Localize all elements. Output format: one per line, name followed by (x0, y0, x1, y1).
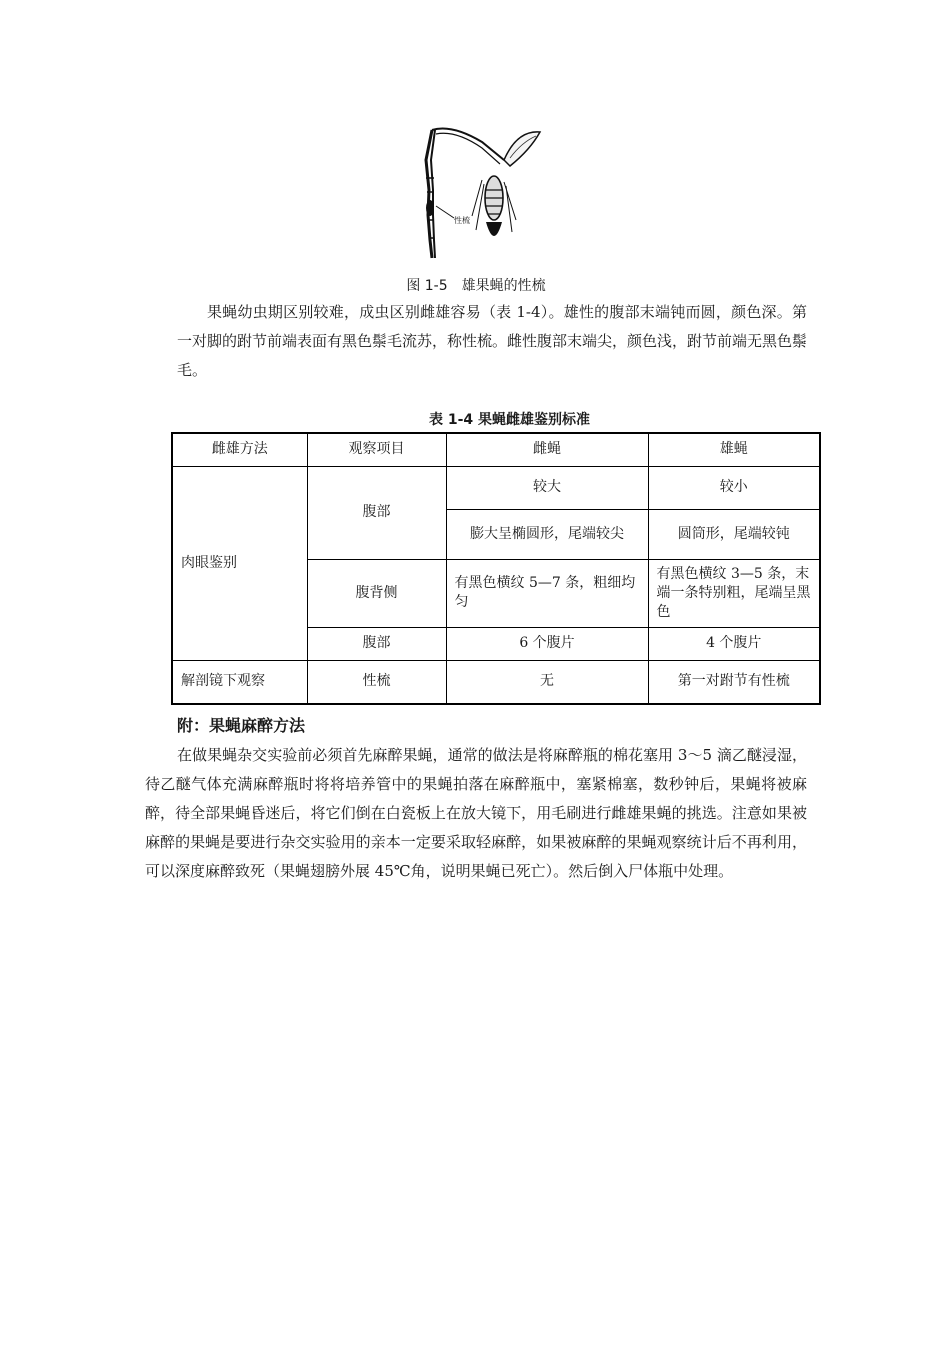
header-male: 雄蝇 (648, 433, 820, 466)
female-dorsal-stripes: 有黑色横纹 5—7 条，粗细均匀 (446, 559, 648, 627)
header-female: 雌蝇 (446, 433, 648, 466)
fruit-fly-leg-drawing (412, 120, 544, 262)
figure-caption (0, 275, 952, 295)
table-row (172, 466, 820, 509)
table-header-row (172, 433, 820, 466)
female-abdomen-shape: 膨大呈椭圆形，尾端较尖 (446, 509, 648, 559)
item-sex-comb: 性梳 (307, 660, 446, 704)
male-abdomen-size: 较小 (648, 466, 820, 509)
appendix-paragraph: 在做果蝇杂交实验前必须首先麻醉果蝇，通常的做法是将麻醉瓶的棉花塞用 3～5 滴乙醚浸湿，待乙醚气体充满麻醉瓶时将将培养管中的果蝇拍落在麻醉瓶中，塞紧棉塞，数秒钟后，果蝇将被麻醉，待全部果蝇昏迷后，将它们倒在白瓷板上在放大镜下，用毛刷进行雌雄果蝇的挑选。注意如果被麻醉的果蝇是要进行杂交实验用的亲本一定要采取轻麻醉，如果被麻醉的果蝇观察统计后不再利用，可以深度麻醉致死（果蝇翅膀外展 45℃角，说明果蝇已死亡）。然后倒入尸体瓶中处理。 (145, 746, 807, 880)
appendix-heading: 附：果蝇麻醉方法 (177, 716, 306, 735)
figure-number: 图 1-5 (406, 278, 448, 294)
method-naked-eye: 肉眼鉴别 (172, 466, 307, 660)
figure-title: 雄果蝇的性梳 (461, 278, 546, 294)
fruit-fly-sex-comb-figure (412, 120, 544, 262)
table-title: 表 1-4 果蝇雌雄鉴别标准 (428, 412, 591, 428)
sex-identification-table (171, 432, 821, 705)
table-row (172, 660, 820, 704)
intro-paragraph: 果蝇幼虫期区别较难，成虫区别雌雄容易（表 1-4）。雄性的腹部末端钝而圆，颜色深。第一对脚的跗节前端表面有黑色鬃毛流苏，称性梳。雌性腹部末端尖，颜色浅，跗节前端无黑色鬃毛。 (177, 303, 808, 379)
male-sex-comb: 第一对跗节有性梳 (648, 660, 820, 704)
item-dorsal-abdomen: 腹背侧 (307, 559, 446, 627)
female-sex-comb: 无 (446, 660, 648, 704)
header-item: 观察项目 (307, 433, 446, 466)
item-abdomen: 腹部 (307, 466, 446, 559)
male-dorsal-stripes: 有黑色横纹 3—5 条，末端一条特别粗，尾端呈黑色 (648, 559, 820, 627)
male-abdomen-shape: 圆筒形，尾端较钝 (648, 509, 820, 559)
sex-comb-label: 性梳 (454, 216, 470, 225)
header-method: 雌雄方法 (172, 433, 307, 466)
female-abdomen-segments: 6 个腹片 (446, 627, 648, 660)
male-abdomen-segments: 4 个腹片 (648, 627, 820, 660)
method-microscope: 解剖镜下观察 (172, 660, 307, 704)
item-abdomen-segments: 腹部 (307, 627, 446, 660)
female-abdomen-size: 较大 (446, 466, 648, 509)
